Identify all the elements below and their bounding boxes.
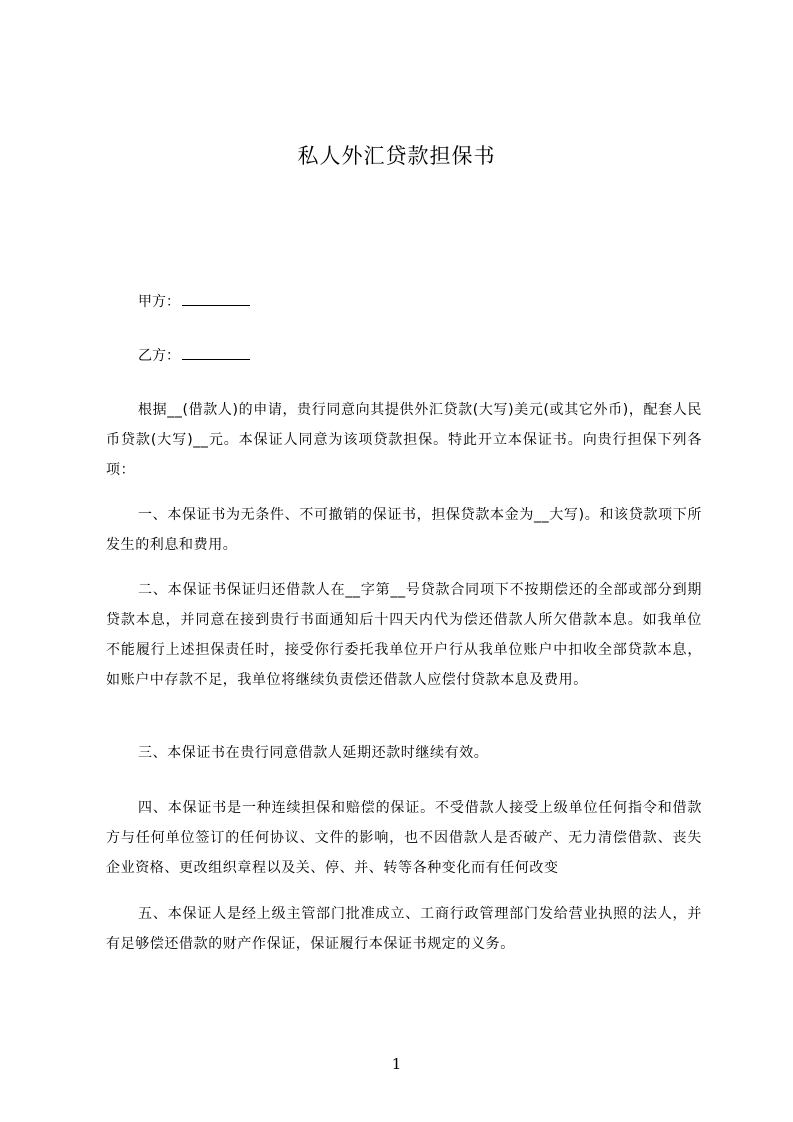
party-a-field [138,291,250,312]
party-a-blank-line [182,291,250,306]
paragraph-clause-2: 二、本保证书保证归还借款人在__字第__号贷款合同项下不按期偿还的全部或部分到期贷款本息，并同意在接到贵行书面通知后十四天内代为偿还借款人所欠借款本息。如我单位不能履行上述担保责任时，接受你行委托我单位开户行从我单位账户中扣收全部贷款本息，如账户中存款不足，我单位将继续负责偿还借款人应偿付贷款本息及费用。 [106,582,702,688]
paragraph-intro: 根据__(借款人)的申请，贵行同意向其提供外汇贷款(大写)美元(或其它外币)，配套人民币贷款(大写)__元。本保证人同意为该项贷款担保。特此开立本保证书。向贵行担保下列各项： [106,402,702,478]
paragraph-clause-1: 一、本保证书为无条件、不可撤销的保证书，担保贷款本金为__大写)。和该贷款项下所发生的利息和费用。 [106,507,702,553]
document-title: 私人外汇贷款担保书 [297,144,496,168]
party-b-blank-line [182,345,250,360]
page-number: 1 [391,1055,402,1073]
paragraph-clause-4: 四、本保证书是一种连续担保和赔偿的保证。不受借款人接受上级单位任何指令和借款方与任何单位签订的任何协议、文件的影响，也不因借款人是否破产、无力清偿借款、丧失企业资格、更改组织章程以及关、停、并、转等各种变化而有任何改变 [106,800,702,876]
party-b-label: 乙方： [138,348,180,364]
party-b-field [138,345,250,366]
party-a-label: 甲方： [138,294,180,310]
paragraph-clause-3: 三、本保证书在贵行同意借款人延期还款时继续有效。 [138,745,489,761]
paragraph-clause-5: 五、本保证人是经上级主管部门批准成立、工商行政管理部门发给营业执照的法人，并有足够偿还借款的财产作保证，保证履行本保证书规定的义务。 [106,906,702,952]
